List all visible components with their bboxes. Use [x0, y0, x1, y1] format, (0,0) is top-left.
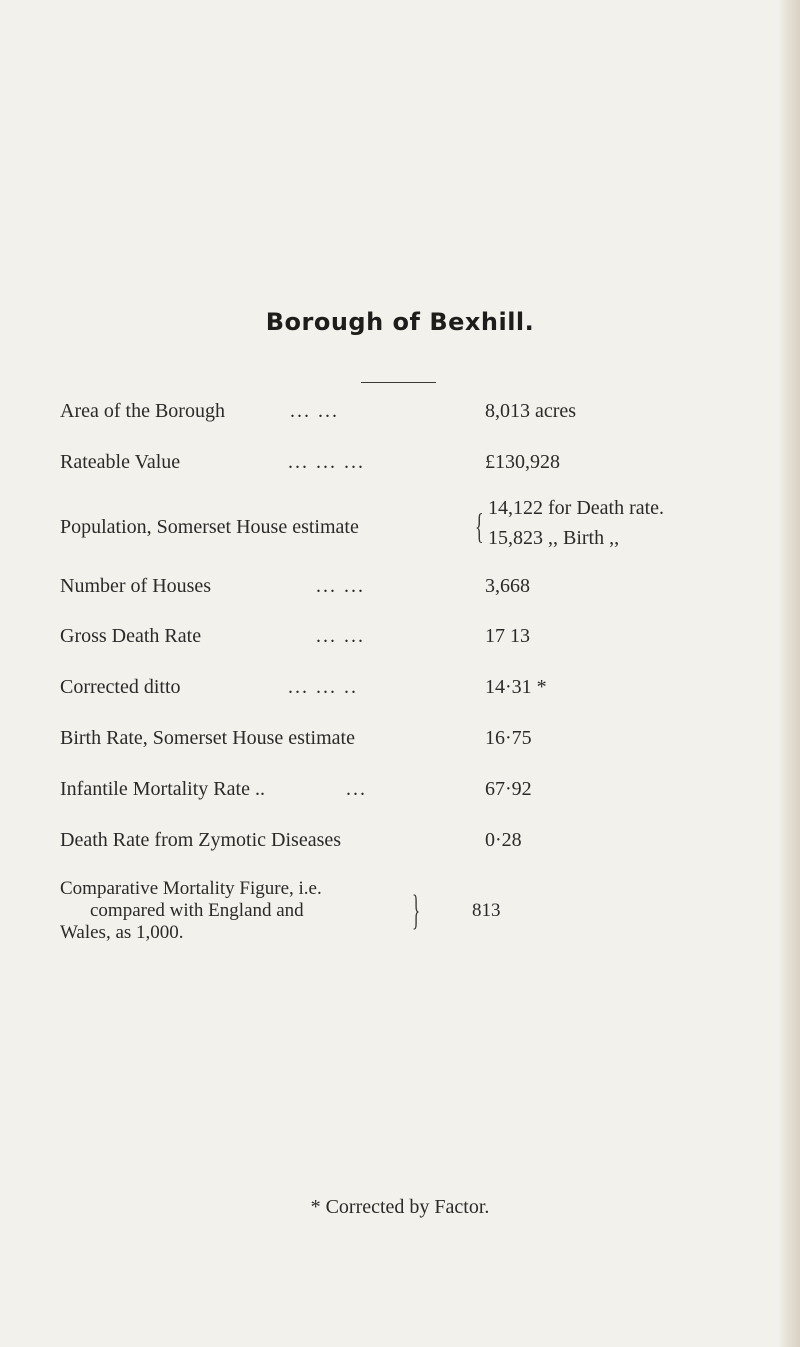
row-label: Birth Rate, Somerset House estimate [60, 727, 355, 749]
row-label-line1: Comparative Mortality Figure, i.e. [60, 878, 322, 899]
row-label: Infantile Mortality Rate .. [60, 778, 265, 800]
row-value: 3,668 [485, 575, 530, 597]
row-population [60, 497, 760, 557]
row-label: Area of the Borough [60, 400, 225, 422]
row-label: Death Rate from Zymotic Diseases [60, 829, 342, 851]
row-label-line2: compared with England and [90, 900, 304, 921]
row-value: 813 [472, 900, 501, 921]
row-label: Rateable Value [60, 451, 181, 473]
page-title: Borough of Bexhill. [265, 308, 535, 336]
row-value: 16·75 [485, 727, 532, 749]
row-value: 17 13 [485, 625, 530, 647]
row-dots: ... ... [316, 625, 365, 647]
left-brace: { [475, 506, 484, 546]
page-edge [778, 0, 800, 1347]
row-value: 67·92 [485, 778, 532, 800]
row-label: Gross Death Rate [60, 625, 202, 647]
row-label: Population, Somerset House estimate [60, 516, 359, 538]
row-dots: ... ... [316, 575, 365, 597]
footnote: * Corrected by Factor. [310, 1196, 490, 1218]
row-label-line3: Wales, as 1,000. [60, 922, 184, 943]
row-value: 0·28 [485, 829, 522, 851]
row-value: 14·31 * [485, 676, 547, 698]
row-dots: ... ... [290, 400, 339, 422]
row-value: 8,013 acres [485, 400, 577, 422]
row-comparative-mortality [60, 878, 760, 958]
row-value-line1: 14,122 for Death rate. [488, 497, 665, 519]
row-label: Corrected ditto [60, 676, 181, 698]
row-value: £130,928 [485, 451, 560, 473]
right-brace: } [412, 888, 421, 934]
row-dots: ... ... .. [288, 676, 358, 698]
title-rule [361, 382, 436, 383]
row-value-line2: 15,823 ,, Birth ,, [488, 527, 620, 549]
row-dots: ... ... ... [288, 451, 365, 473]
row-label: Number of Houses [60, 575, 212, 597]
row-dots: ... [346, 778, 367, 800]
